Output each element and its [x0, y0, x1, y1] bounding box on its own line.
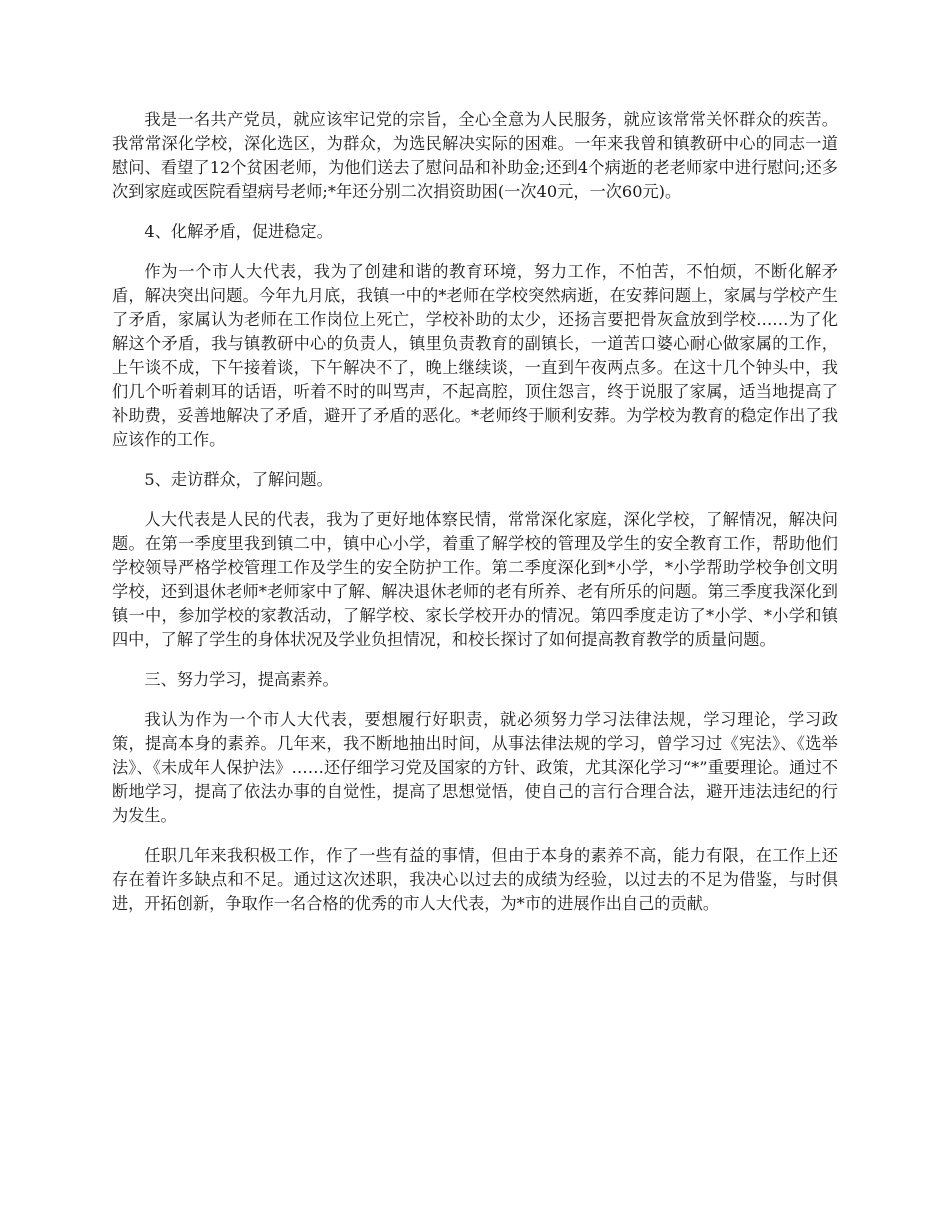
section-heading-visit-masses: 5、走访群众，了解问题。 — [144, 470, 333, 489]
paragraph-resolve-conflicts: 作为一个市人大代表，我为了创建和谐的教育环境，努力工作，不怕苦，不怕烦，不断化解矛盾，解决突出问题。今年九月底，我镇一中的*老师在学校突然病逝，在安葬问题上，家属与学校产生了矛盾，家属认为老师在工作岗位上死亡，学校补助的太少，还扬言要把骨灰盒放到学校……为了化解这个矛盾，我与镇教研中心的负责人，镇里负责教育的副镇长，一道苦口婆心耐心做家属的工作，上午谈不成，下午接着谈，下午解决不了，晚上继续谈，一直到午夜两点多。在这十几个钟头中，我们几个听着刺耳的话语，听着不时的叫骂声，不起高腔，顶住怨言，终于说服了家属，适当地提高了补助费，妥善地解决了矛盾，避开了矛盾的恶化。*老师终于顺利安葬。为学校为教育的稳定作出了我应该作的工作。 — [112, 262, 838, 449]
paragraph-serve-masses: 我是一名共产党员，就应该牢记党的宗旨，全心全意为人民服务，就应该常常关怀群众的疾苦。我常常深化学校，深化选区，为群众，为选民解决实际的困难。一年来我曾和镇教研中心的同志一道慰问、看望了12个贫困老师，为他们送去了慰问品和补助金;还到4个病逝的老老师家中进行慰问;还多次到家庭或医院看望病号老师;*年还分别二次捐资助困(一次40元，一次60元)。 — [112, 110, 838, 201]
paragraph-study: 我认为作为一个市人大代表，要想履行好职责，就必须努力学习法律法规，学习理论，学习政策，提高本身的素养。几年来，我不断地抽出时间，从事法律法规的学习，曾学习过《宪法》、《选举法》、《未成年人保护法》……还仔细学习党及国家的方针、政策，尤其深化学习“*”重要理论。通过不断地学习，提高了依法办事的自觉性，提高了思想觉悟，使自己的言行合理合法，避开违法违纪的行为发生。 — [112, 710, 838, 825]
paragraph-conclusion: 任职几年来我积极工作，作了一些有益的事情，但由于本身的素养不高，能力有限，在工作上还存在着许多缺点和不足。通过这次述职，我决心以过去的成绩为经验，以过去的不足为借鉴，与时俱进，开拓创新，争取作一名合格的优秀的市人大代表，为*市的进展作出自己的贡献。 — [112, 846, 838, 913]
paragraph-visit-masses: 人大代表是人民的代表，我为了更好地体察民情，常常深化家庭，深化学校，了解情况，解决问题。在第一季度里我到镇二中，镇中心小学，着重了解学校的管理及学生的安全教育工作，帮助他们学校领导严格学校管理工作及学生的安全防护工作。第二季度深化到*小学，*小学帮助学校争创文明学校，还到退休老师*老师家中了解、解决退休老师的老有所养、老有所乐的问题。第三季度我深化到镇一中，参加学校的家教活动，了解学校、家长学校开办的情况。第四季度走访了*小学、*小学和镇四中，了解了学生的身体状况及学业负担情况，和校长探讨了如何提高教育教学的质量问题。 — [112, 510, 838, 649]
section-heading-study: 三、努力学习，提高素养。 — [144, 670, 339, 689]
section-heading-resolve-conflicts: 4、化解矛盾，促进稳定。 — [144, 222, 333, 241]
